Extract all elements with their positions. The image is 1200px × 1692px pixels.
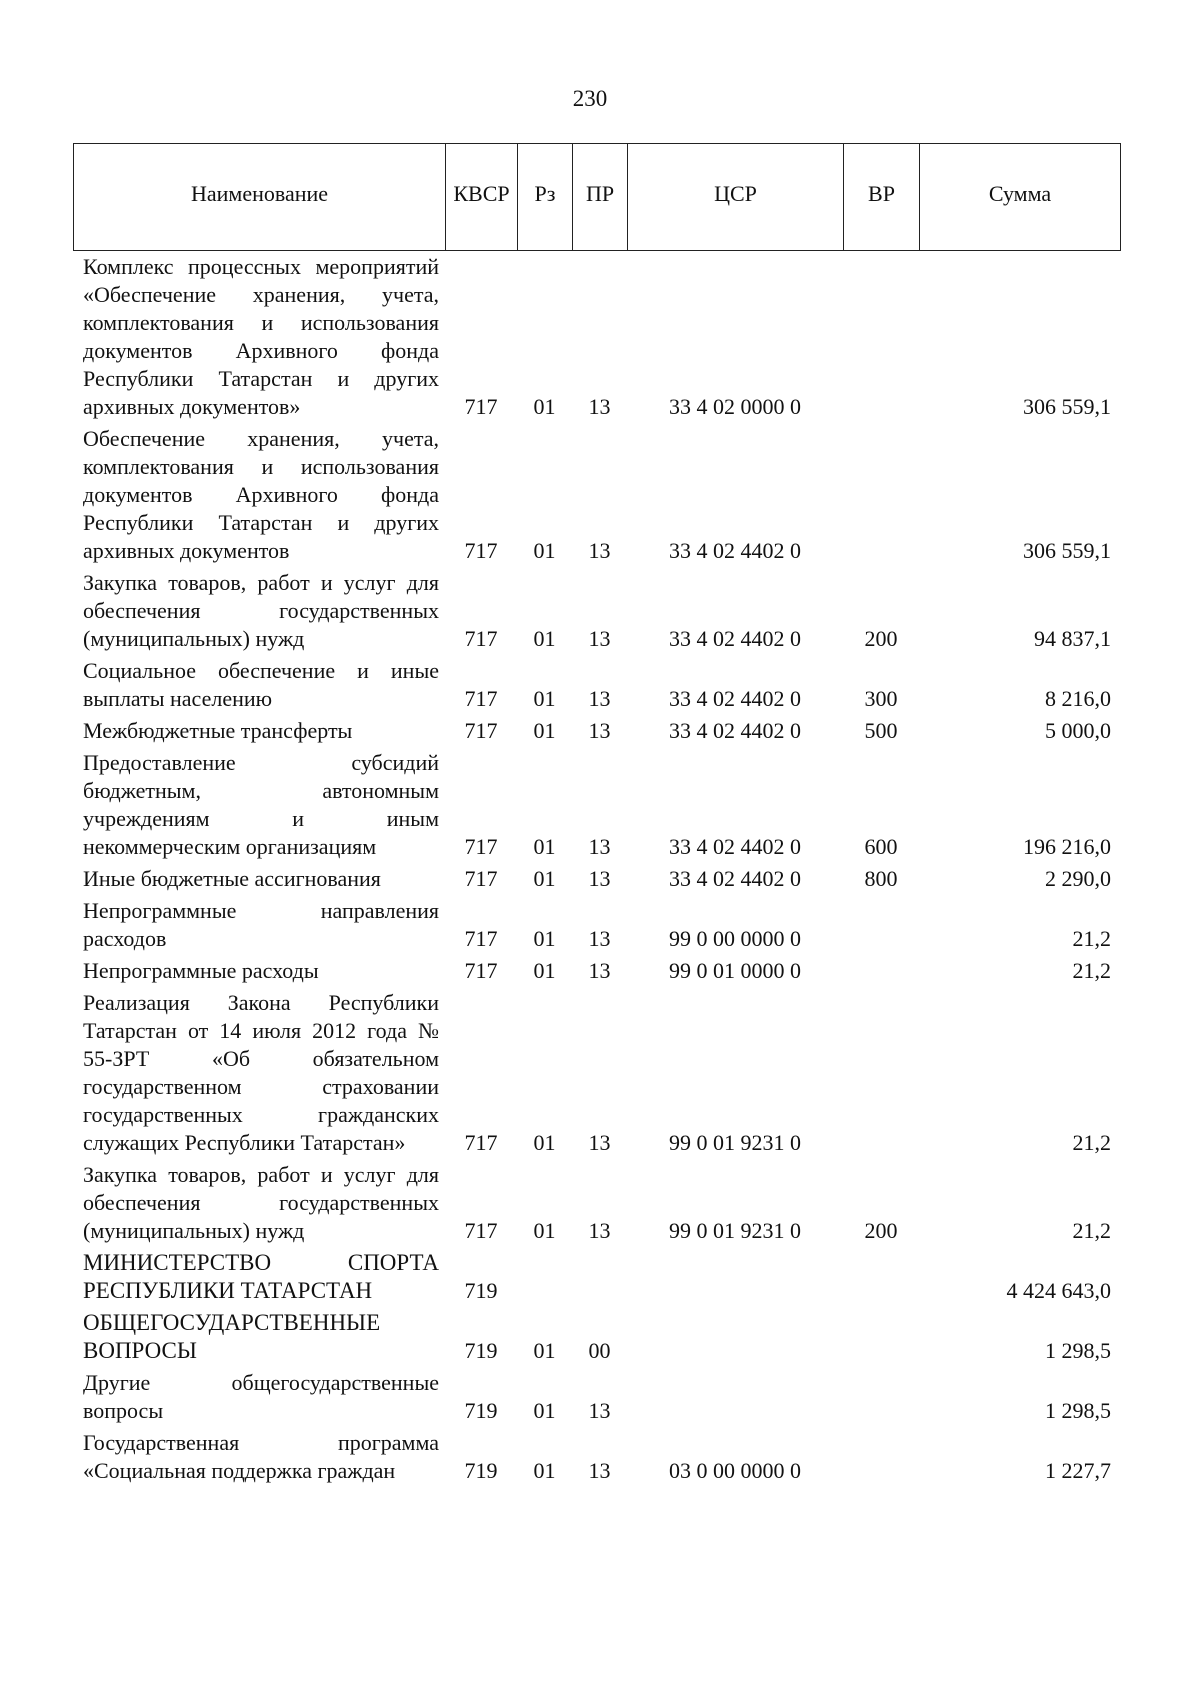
- row-rz: 01: [533, 1130, 556, 1155]
- row-vr: 500: [864, 718, 898, 743]
- row-name: Иные бюджетные ассигнования: [83, 866, 381, 891]
- table-row: [73, 1161, 1121, 1245]
- row-kvsr: 717: [464, 926, 498, 951]
- header-sum: Сумма: [988, 181, 1052, 206]
- header-kvsr: КВСР: [446, 144, 518, 250]
- row-pr: 13: [588, 958, 611, 983]
- row-rz: 01: [533, 926, 556, 951]
- row-sum: 94 837,1: [1034, 626, 1111, 651]
- row-name: Социальное обеспечение и иные выплаты населению: [83, 658, 439, 711]
- row-name: Закупка товаров, работ и услуг для обеспечения государственных (муниципальных) нужд: [83, 1162, 439, 1243]
- row-name: Непрограммные направления расходов: [83, 898, 439, 951]
- row-sum: 4 424 643,0: [1006, 1278, 1111, 1303]
- row-sum: 21,2: [1072, 1218, 1111, 1243]
- table-row: [73, 897, 1121, 953]
- row-sum: 2 290,0: [1045, 866, 1111, 891]
- row-csr: 99 0 01 0000 0: [669, 958, 801, 983]
- table-row: [73, 1249, 1121, 1305]
- row-sum: 1 298,5: [1045, 1398, 1111, 1423]
- row-kvsr: 717: [464, 718, 498, 743]
- header-csr: ЦСР: [628, 144, 844, 250]
- row-csr: 99 0 01 9231 0: [669, 1130, 801, 1155]
- table-row: [73, 989, 1121, 1157]
- row-kvsr: 717: [464, 626, 498, 651]
- row-kvsr: 717: [464, 834, 498, 859]
- row-rz: 01: [533, 626, 556, 651]
- table-row: [73, 657, 1121, 713]
- row-pr: 13: [588, 538, 611, 563]
- row-name: Закупка товаров, работ и услуг для обеспечения государственных (муниципальных) нужд: [83, 570, 439, 651]
- row-kvsr: 717: [464, 538, 498, 563]
- row-kvsr: 719: [464, 1458, 498, 1483]
- row-rz: 01: [533, 394, 556, 419]
- row-pr: 13: [588, 834, 611, 859]
- row-name: Государственная программа «Социальная поддержка граждан: [83, 1430, 439, 1483]
- row-csr: 03 0 00 0000 0: [669, 1458, 801, 1483]
- table-row: [73, 569, 1121, 653]
- row-name: Предоставление субсидий бюджетным, автономным учреждениям и иным некоммерческим организациям: [83, 750, 439, 859]
- row-sum: 1 227,7: [1045, 1458, 1111, 1483]
- row-rz: 01: [533, 1338, 556, 1363]
- row-csr: 99 0 00 0000 0: [669, 926, 801, 951]
- row-name: Непрограммные расходы: [83, 958, 319, 983]
- row-pr: 13: [588, 1218, 611, 1243]
- row-rz: 01: [533, 538, 556, 563]
- table-row: [73, 717, 1121, 745]
- row-csr: 33 4 02 4402 0: [669, 834, 801, 859]
- row-csr: 33 4 02 4402 0: [669, 866, 801, 891]
- row-rz: 01: [533, 1458, 556, 1483]
- row-kvsr: 717: [464, 394, 498, 419]
- row-sum: 8 216,0: [1045, 686, 1111, 711]
- table-row: [73, 749, 1121, 861]
- row-name: ОБЩЕГОСУДАРСТВЕННЫЕ ВОПРОСЫ: [83, 1310, 381, 1363]
- header-rz: Рз: [518, 144, 573, 250]
- row-sum: 306 559,1: [1023, 538, 1111, 563]
- table-row: [73, 957, 1121, 985]
- header-pr: ПР: [573, 144, 628, 250]
- row-rz: 01: [533, 1218, 556, 1243]
- row-vr: 200: [864, 1218, 898, 1243]
- table-row: [73, 865, 1121, 893]
- row-kvsr: 717: [464, 686, 498, 711]
- row-sum: 5 000,0: [1045, 718, 1111, 743]
- page-number: 230: [572, 86, 608, 111]
- table-row: [73, 425, 1121, 565]
- row-kvsr: 717: [464, 1218, 498, 1243]
- row-kvsr: 717: [464, 958, 498, 983]
- row-csr: 99 0 01 9231 0: [669, 1218, 801, 1243]
- row-vr: 300: [864, 686, 898, 711]
- table-header: [73, 143, 1121, 251]
- table-row: [73, 1369, 1121, 1425]
- row-sum: 21,2: [1072, 958, 1111, 983]
- row-pr: 13: [588, 926, 611, 951]
- row-vr: 800: [864, 866, 898, 891]
- row-name: Межбюджетные трансферты: [83, 718, 353, 743]
- row-pr: 13: [588, 1458, 611, 1483]
- row-kvsr: 719: [464, 1278, 498, 1303]
- table-row: [73, 1309, 1121, 1365]
- row-sum: 306 559,1: [1023, 394, 1111, 419]
- row-rz: 01: [533, 718, 556, 743]
- row-pr: 13: [588, 1398, 611, 1423]
- row-name: Комплекс процессных мероприятий «Обеспечение хранения, учета, комплектования и использования документов Архивного фонда Республики Татарстан и других архивных документов»: [83, 254, 439, 419]
- row-kvsr: 719: [464, 1338, 498, 1363]
- table-row: [73, 1429, 1121, 1485]
- row-kvsr: 717: [464, 866, 498, 891]
- row-sum: 21,2: [1072, 926, 1111, 951]
- row-sum: 21,2: [1072, 1130, 1111, 1155]
- row-name: Реализация Закона Республики Татарстан от 14 июля 2012 года № 55-ЗРТ «Об обязательном государственном страховании государственных гражданских служащих Республики Татарстан»: [83, 990, 439, 1155]
- row-sum: 1 298,5: [1045, 1338, 1111, 1363]
- table-body: [73, 253, 1121, 1489]
- row-vr: 200: [864, 626, 898, 651]
- row-pr: 13: [588, 626, 611, 651]
- row-csr: 33 4 02 0000 0: [669, 394, 801, 419]
- row-vr: 600: [864, 834, 898, 859]
- row-rz: 01: [533, 866, 556, 891]
- row-pr: 13: [588, 866, 611, 891]
- row-rz: 01: [533, 958, 556, 983]
- row-name: МИНИСТЕРСТВО СПОРТА РЕСПУБЛИКИ ТАТАРСТАН: [83, 1250, 439, 1303]
- header-name: Наименование: [74, 144, 446, 250]
- row-pr: 13: [588, 1130, 611, 1155]
- row-rz: 01: [533, 834, 556, 859]
- row-pr: 13: [588, 394, 611, 419]
- row-kvsr: 719: [464, 1398, 498, 1423]
- row-sum: 196 216,0: [1023, 834, 1111, 859]
- row-csr: 33 4 02 4402 0: [669, 626, 801, 651]
- row-kvsr: 717: [464, 1130, 498, 1155]
- header-vr: ВР: [844, 144, 920, 250]
- row-pr: 13: [588, 686, 611, 711]
- table-row: [73, 253, 1121, 421]
- row-rz: 01: [533, 1398, 556, 1423]
- row-csr: 33 4 02 4402 0: [669, 538, 801, 563]
- row-csr: 33 4 02 4402 0: [669, 718, 801, 743]
- row-csr: 33 4 02 4402 0: [669, 686, 801, 711]
- row-name: Обеспечение хранения, учета, комплектования и использования документов Архивного фонда Республики Татарстан и других архивных документов: [83, 426, 439, 563]
- row-name: Другие общегосударственные вопросы: [83, 1370, 439, 1423]
- row-pr: 00: [588, 1338, 611, 1363]
- row-rz: 01: [533, 686, 556, 711]
- row-pr: 13: [588, 718, 611, 743]
